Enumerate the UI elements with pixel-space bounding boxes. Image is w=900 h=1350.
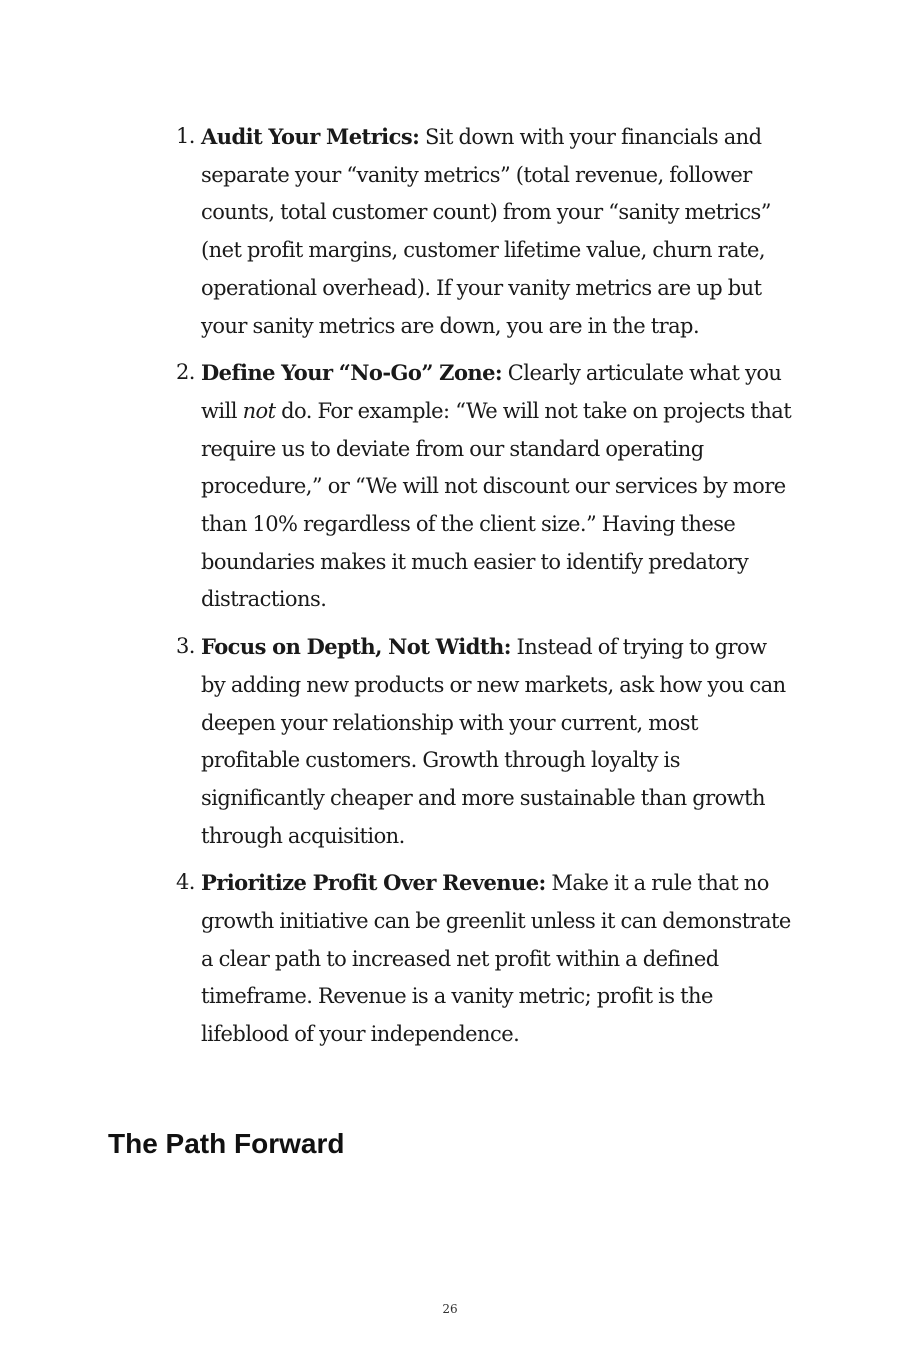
list-item <box>176 354 796 619</box>
page-number: 26 <box>442 1302 458 1316</box>
list-number: 2. <box>176 360 195 385</box>
item-text-continued: do. For example: “We will not take on projects that require us to deviate from our standard operating procedure,” or “We will not discount our services by more than 10% regardless of the client size.” Having these boundaries makes it much easier to identify predatory distractions. <box>201 398 792 612</box>
list-number: 3. <box>176 634 195 659</box>
item-title: Audit Your Metrics: <box>201 124 420 149</box>
section-heading: The Path Forward <box>108 1128 345 1159</box>
item-text: Clearly articulate what you will <box>201 361 782 423</box>
action-steps-list <box>176 118 796 1063</box>
list-item <box>176 864 796 1054</box>
item-title: Focus on Depth, Not Width: <box>201 634 511 660</box>
item-emphasis: not <box>242 398 276 423</box>
item-title: Define Your “No-Go” Zone: <box>201 360 503 386</box>
list-item <box>176 628 796 855</box>
item-title: Prioritize Profit Over Revenue: <box>201 870 546 896</box>
list-number: 1. <box>176 124 195 148</box>
item-text: Instead of trying to grow by adding new products or new markets, ask how you can deepen your relationship with your current, most profitable customers. Growth through loyalty is significantly cheaper and more sustainable than growth through acquisition. <box>201 635 786 848</box>
list-item <box>176 118 796 345</box>
item-text: Make it a rule that no growth initiative can be greenlit unless it can demonstrate a clear path to increased net profit within a defined timeframe. Revenue is a vanity metric; profit is the lifeblood of your independence. <box>201 871 791 1047</box>
item-text: Sit down with your financials and separate your “vanity metrics” (total revenue, follower counts, total customer count) from your “sanity metrics” (net profit margins, customer lifetime value, churn rate, operational overhead). If your vanity metrics are up but your sanity metrics are down, you are in the trap. <box>201 125 771 338</box>
list-number: 4. <box>176 870 195 895</box>
